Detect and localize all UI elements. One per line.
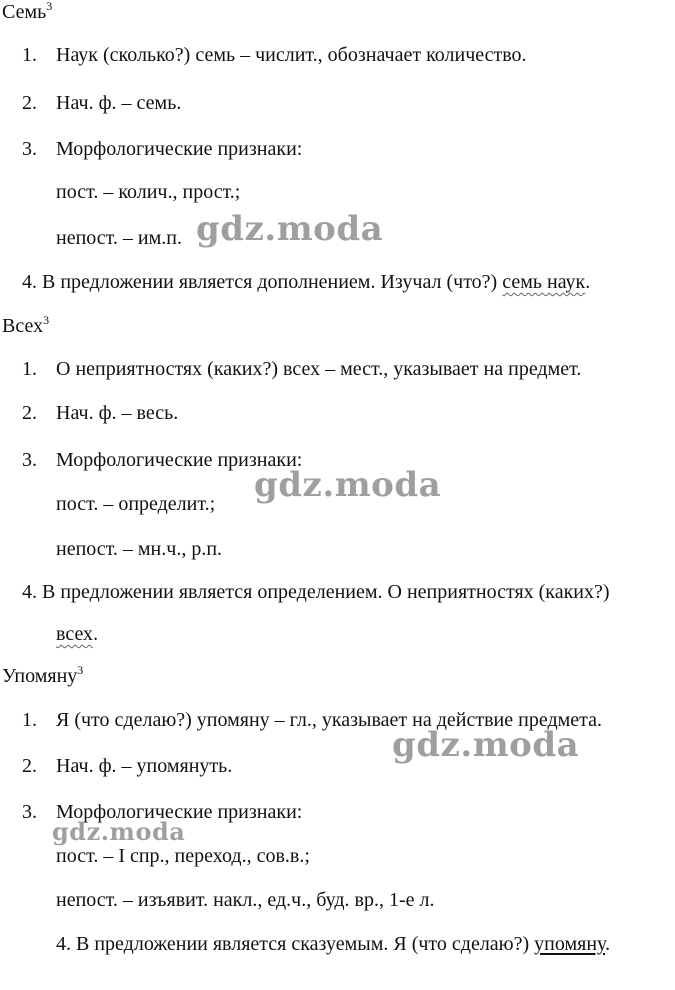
syntactic-role: [22, 272, 590, 292]
item-number: 2.: [22, 92, 37, 114]
item-text: О неприятностях (каких?) всех – мест., указывает на предмет.: [56, 358, 582, 380]
role-end: .: [585, 271, 591, 293]
list-item: [22, 359, 581, 379]
syntactic-role-continued: [56, 624, 98, 644]
constant-features: пост. – колич., прост.;: [56, 181, 241, 203]
item-text: Морфологические признаки:: [56, 138, 303, 160]
role-marked-phrase: упомяну: [534, 933, 606, 955]
watermark: gdz.moda: [52, 817, 186, 846]
item-text: Морфологические признаки:: [56, 801, 303, 823]
entry-heading-vseh: [2, 313, 50, 337]
item-number: 1.: [22, 709, 37, 731]
entry-heading-upomyanu: [2, 663, 84, 687]
entry-word: Всех: [2, 315, 44, 337]
item-number: 3.: [22, 449, 37, 471]
entry-word: Упомяну: [2, 665, 78, 687]
constant-features: пост. – I спр., переход., сов.в.;: [56, 845, 310, 867]
role-end: .: [605, 933, 611, 955]
item-text: Нач. ф. – упомянуть.: [56, 755, 233, 777]
watermark: gdz.moda: [254, 465, 442, 505]
item-number: 1.: [22, 44, 37, 66]
list-item: [22, 45, 527, 65]
nonconstant-features: непост. – изъявит. накл., ед.ч., буд. вр., 1-е л.: [56, 889, 435, 911]
footnote-mark: 3: [77, 663, 84, 677]
list-item: [22, 756, 232, 776]
item-text: Морфологические признаки:: [56, 449, 303, 471]
entry-heading-sem: [2, 2, 52, 22]
syntactic-role: 4. В предложении является определением. О неприятностях (каких?): [22, 581, 610, 603]
item-text: Нач. ф. – семь.: [56, 92, 182, 114]
role-marked-phrase: всех: [56, 623, 94, 645]
item-number: 1.: [22, 358, 37, 380]
footnote-mark: 3: [43, 313, 50, 327]
role-text: 4. В предложении является сказуемым. Я (что сделаю?): [56, 933, 535, 955]
list-item: [22, 139, 302, 159]
syntactic-role: [56, 934, 610, 954]
constant-features: пост. – определит.;: [56, 493, 216, 515]
list-item: [22, 93, 181, 113]
list-item: [22, 403, 178, 423]
role-text: 4. В предложении является дополнением. Изучал (что?): [22, 271, 503, 293]
nonconstant-features: непост. – им.п.: [56, 227, 182, 249]
item-text: Я (что сделаю?) упомяну – гл., указывает на действие предмета.: [56, 709, 603, 731]
nonconstant-features: непост. – мн.ч., р.п.: [56, 538, 223, 560]
role-marked-phrase: семь наук: [502, 271, 586, 293]
watermark: gdz.moda: [392, 725, 580, 765]
item-number: 3.: [22, 138, 37, 160]
role-end: .: [93, 623, 99, 645]
footnote-mark: 3: [46, 0, 53, 13]
item-number: 2.: [22, 402, 37, 424]
item-number: 3.: [22, 801, 37, 823]
entry-word: Семь: [2, 1, 47, 23]
item-text: Наук (сколько?) семь – числит., обозначает количество.: [56, 44, 527, 66]
item-number: 2.: [22, 755, 37, 777]
watermark: gdz.moda: [196, 209, 384, 249]
item-text: Нач. ф. – весь.: [56, 402, 179, 424]
